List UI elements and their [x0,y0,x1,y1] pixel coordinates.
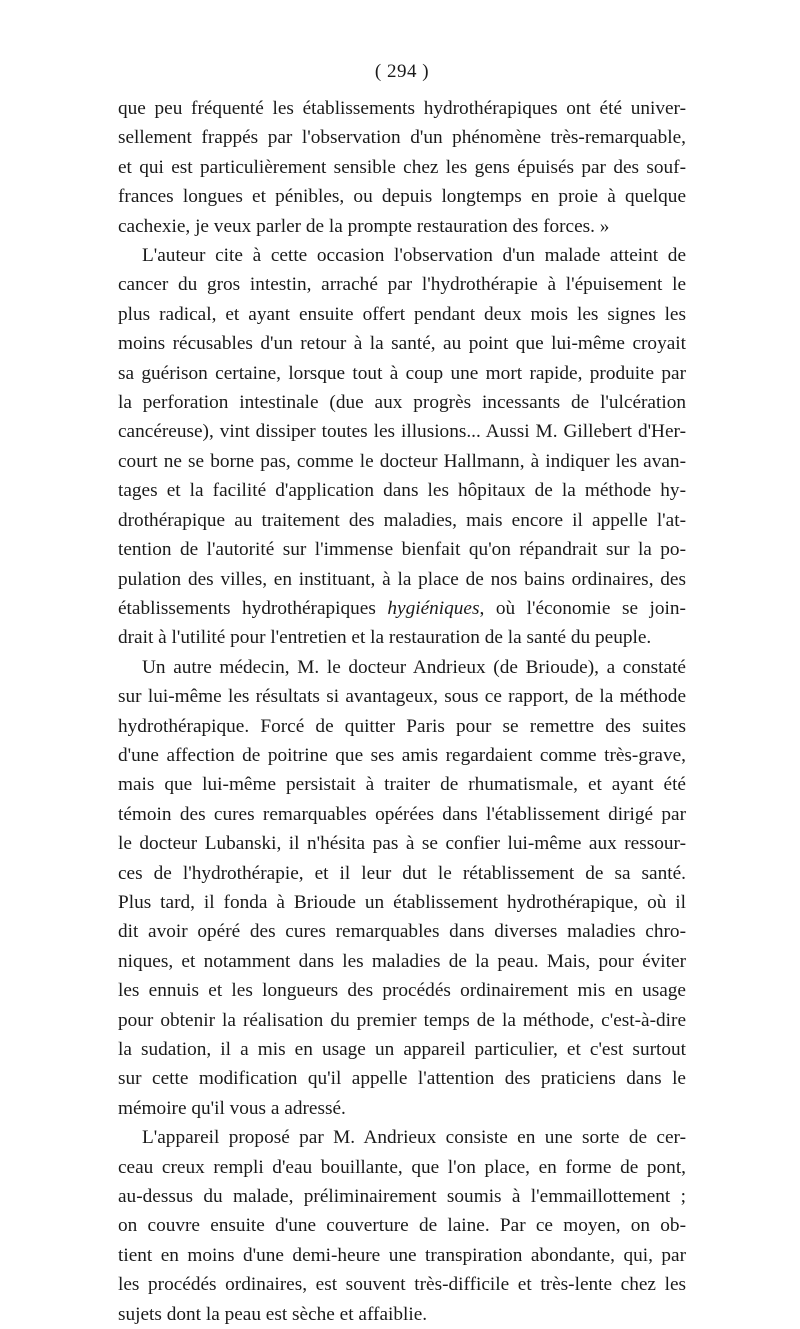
text-line: tages et la facilité d'application dans les hôpitaux de la méthode hy- [118,480,686,502]
text-line: sellement frappés par l'observation d'un phénomène très-remarquable, [118,127,686,149]
text-segment: établissements hydrothérapiques [118,597,376,619]
text-line: frances longues et pénibles, ou depuis longtemps en proie à quelque [118,186,686,208]
text-line: L'auteur cite à cette occasion l'observation d'un malade atteint de [142,245,686,267]
text-line: et qui est particulièrement sensible chez les gens épuisés par des souf- [118,156,686,178]
text-line: ceau creux rempli d'eau bouillante, que l'on place, en forme de pont, [118,1156,686,1178]
page-number: ( 294 ) [374,61,430,82]
text-line: que peu fréquenté les établissements hydrothérapiques ont été univer- [118,98,686,119]
text-line: témoin des cures remarquables opérées dans l'établissement dirigé par [118,803,686,825]
text-line: d'une affection de poitrine que ses amis regardaient comme très-grave, [118,744,686,766]
text-line: drait à l'utilité pour l'entretien et la restauration de la santé du peuple. [118,627,652,649]
text-line: L'appareil proposé par M. Andrieux consiste en une sorte de cer- [142,1127,686,1149]
text-line: tention de l'autorité sur l'immense bienfait qu'on répandrait sur la po- [118,539,686,561]
paragraph-1 [118,94,686,241]
text-line: pulation des villes, en instituant, à la place de nos bains ordinaires, des [118,568,686,590]
text-line: mémoire qu'il vous a adressé. [118,1097,346,1119]
paragraph-3 [118,653,686,1124]
text-line: mais que lui-même persistait à traiter de rhumatismale, et ayant été [118,774,686,796]
text-line: plus radical, et ayant ensuite offert pendant deux mois les signes les [118,303,686,325]
text-line: la sudation, il a mis en usage un appareil particulier, et c'est surtout [118,1039,686,1060]
text-line: la perforation intestinale (due aux progrès incessants de l'ulcération [118,392,686,414]
text-line: sur lui-même les résultats si avantageux, sous ce rapport, de la méthode [118,686,686,708]
text-line: drothérapique au traitement des maladies, mais encore il appelle l'at- [118,509,686,531]
text-line: cancer du gros intestin, arraché par l'hydrothérapie à l'épuisement le [118,274,686,296]
text-line: cancéreuse), vint dissiper toutes les illusions... Aussi M. Gillebert d'Her- [118,421,686,443]
text-line-with-italic [118,594,686,623]
text-segment: , où l'économie se join- [479,597,686,619]
text-line: hydrothérapique. Forcé de quitter Paris pour se remettre des suites [118,715,686,737]
text-line: au-dessus du malade, préliminairement soumis à l'emmaillottement ; [118,1186,686,1208]
text-line: sur cette modification qu'il appelle l'attention des praticiens dans le [118,1068,686,1090]
text-line: sujets dont la peau est sèche et affaiblie. [118,1303,428,1325]
text-line: sa guérison certaine, lorsque tout à coup une mort rapide, produite par [118,362,686,384]
paragraph-4 [118,1123,686,1329]
text-line: tient en moins d'une demi-heure une transpiration abondante, qui, par [118,1244,686,1266]
text-line: pour obtenir la réalisation du premier temps de la méthode, c'est-à-dire [118,1009,686,1031]
text-line: moins récusables d'un retour à la santé, au point que lui-même croyait [118,333,686,355]
text-line: les ennuis et les longueurs des procédés ordinairement mis en usage [118,980,686,1002]
text-line: cachexie, je veux parler de la prompte restauration des forces. » [118,215,610,237]
text-line: les procédés ordinaires, est souvent très-difficile et très-lente chez les [118,1274,686,1296]
book-page [118,58,686,1329]
text-line: on couvre ensuite d'une couverture de laine. Par ce moyen, on ob- [118,1215,686,1237]
text-line: dit avoir opéré des cures remarquables dans diverses maladies chro- [118,921,686,943]
text-line: Plus tard, il fonda à Brioude un établissement hydrothérapique, où il [118,891,686,913]
text-line: niques, et notamment dans les maladies de la peau. Mais, pour éviter [118,950,686,972]
text-line: Un autre médecin, M. le docteur Andrieux (de Brioude), a constaté [142,656,686,678]
text-line: le docteur Lubanski, il n'hésita pas à se confier lui-même aux ressour- [118,833,686,855]
text-line: court ne se borne pas, comme le docteur Hallmann, à indiquer les avan- [118,450,686,472]
italic-term: hygiéniques [387,597,480,619]
text-line: ces de l'hydrothérapie, et il leur dut le rétablissement de sa santé. [118,862,686,884]
paragraph-2 [118,241,686,653]
